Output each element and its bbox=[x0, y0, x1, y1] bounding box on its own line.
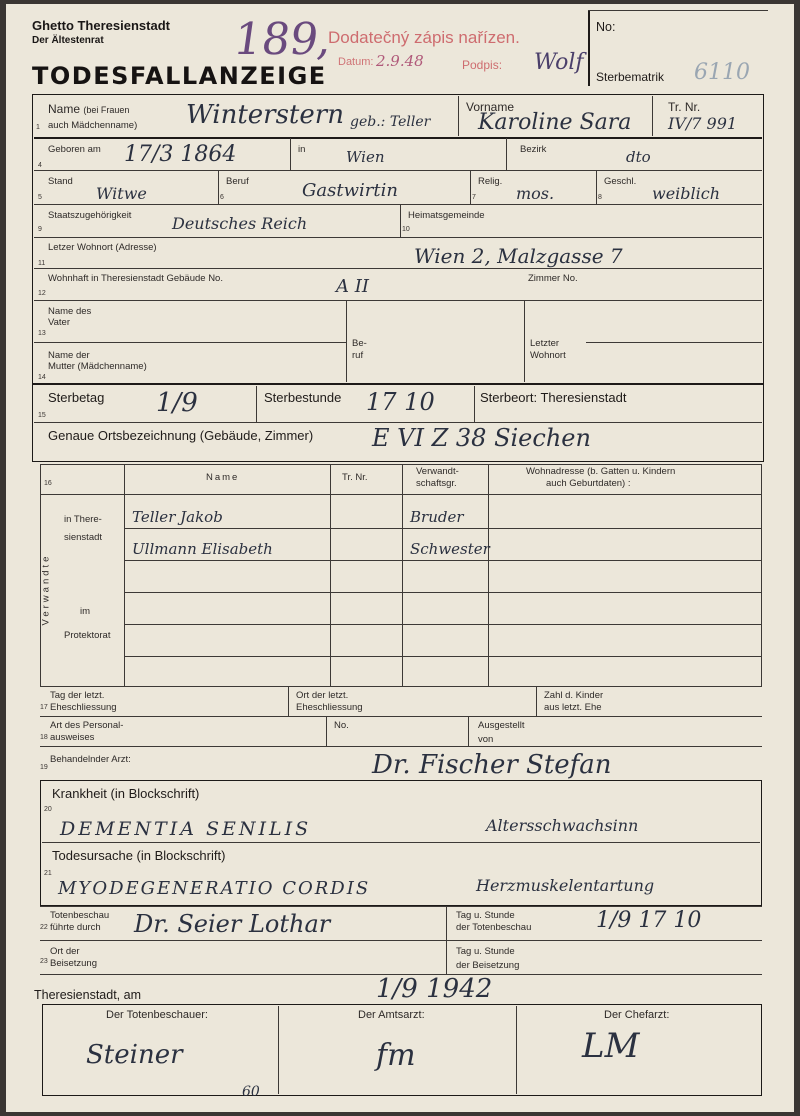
heimat-label: Heimatsgemeinde bbox=[408, 210, 485, 221]
row-number: 8 bbox=[598, 194, 602, 201]
sterbematrik-value: 6110 bbox=[694, 60, 750, 85]
bottom-mark: 60 bbox=[242, 1084, 260, 1100]
relig-value: mos. bbox=[516, 184, 555, 203]
relative-relation: Bruder bbox=[410, 508, 464, 526]
vater-label-2: Vater bbox=[48, 317, 71, 328]
row-rule bbox=[34, 268, 762, 269]
relative-name: Teller Jakob bbox=[132, 508, 223, 526]
birth-name-value: geb.: Teller bbox=[350, 114, 431, 130]
row-number: 14 bbox=[38, 374, 46, 381]
row-rule bbox=[34, 300, 762, 301]
stamp-signature: Wolf bbox=[534, 50, 584, 75]
vorname-label: Vorname bbox=[466, 100, 515, 114]
mutter-label-2: Mutter (Mädchenname) bbox=[48, 361, 147, 372]
stamp-datum-value: 2.9.48 bbox=[376, 52, 424, 70]
im-label: im bbox=[80, 606, 91, 617]
bezirk-label: Bezirk bbox=[520, 144, 547, 155]
row-divider bbox=[468, 716, 469, 746]
row-rule bbox=[34, 204, 762, 205]
trnr-label: Tr. Nr. bbox=[668, 100, 701, 114]
in-theresienstadt-label-2: sienstadt bbox=[64, 532, 103, 543]
row-number: 7 bbox=[472, 194, 476, 201]
tag-ehe-label: Tag der letzt. bbox=[50, 690, 105, 701]
sterbestunde-value: 17 10 bbox=[366, 388, 435, 416]
letzter-label-2: Wohnort bbox=[530, 350, 566, 361]
tag-beschau-label: Tag u. Stunde bbox=[456, 910, 515, 921]
gebaeude-value: A II bbox=[336, 276, 369, 297]
name-label-2: auch Mädchenname) bbox=[48, 120, 138, 131]
row-rule bbox=[40, 746, 762, 747]
org-subname: Der Ältestenrat bbox=[32, 35, 104, 46]
stamp-supplementary-entry: Dodatečný zápis nařízen. bbox=[328, 28, 520, 47]
protektorat-label: Protektorat bbox=[64, 630, 111, 641]
row-divider bbox=[506, 138, 507, 170]
vater-label: Name des bbox=[48, 306, 92, 317]
sig-amtsarzt-label: Der Amtsarzt: bbox=[358, 1009, 425, 1021]
row-divider bbox=[218, 171, 219, 204]
col-address-header: Wohnadresse (b. Gatten u. Kindern bbox=[526, 466, 676, 477]
beruf-value: Gastwirtin bbox=[302, 180, 398, 201]
col-relation-header: Verwandt- bbox=[416, 466, 459, 477]
row-divider bbox=[400, 205, 401, 237]
row-rule bbox=[40, 940, 762, 941]
sig-chefarzt-label: Der Chefarzt: bbox=[604, 1009, 670, 1021]
row-divider bbox=[474, 386, 475, 422]
beisetzung-label-2: Beisetzung bbox=[50, 958, 98, 969]
no-label: No: bbox=[596, 20, 616, 34]
stand-value: Witwe bbox=[96, 184, 147, 203]
table-rule bbox=[124, 656, 762, 657]
row-divider bbox=[524, 301, 525, 382]
row-divider bbox=[596, 171, 597, 204]
sterbeort-label: Sterbeort: Theresienstadt bbox=[480, 390, 627, 405]
row-number: 4 bbox=[38, 162, 42, 169]
relative-name: Ullmann Elisabeth bbox=[132, 540, 273, 558]
form-title: TODESFALLANZEIGE bbox=[32, 62, 327, 90]
tag-ehe-label-2: Eheschliessung bbox=[50, 702, 117, 713]
mutter-label: Name der bbox=[48, 350, 90, 361]
case-number-handwritten: 189, bbox=[230, 14, 336, 65]
row-divider bbox=[346, 301, 347, 382]
trnr-value: IV/7 991 bbox=[668, 114, 738, 133]
arzt-value: Dr. Fischer Stefan bbox=[372, 750, 612, 780]
wohnort-value: Wien 2, Malzgasse 7 bbox=[414, 244, 623, 268]
table-rule bbox=[124, 560, 762, 561]
vorname-value: Karoline Sara bbox=[478, 110, 632, 135]
in-label: in bbox=[298, 144, 306, 155]
sig-totenbeschauer-label: Der Totenbeschauer: bbox=[106, 1009, 208, 1021]
sig-divider bbox=[516, 1006, 517, 1094]
tag-beschau-label-2: der Totenbeschau bbox=[456, 922, 532, 933]
sig-amtsarzt: fm bbox=[376, 1038, 416, 1073]
staats-value: Deutsches Reich bbox=[172, 214, 308, 233]
row-number: 18 bbox=[40, 734, 48, 741]
totenbeschau-value: Dr. Seier Lothar bbox=[134, 910, 331, 938]
ort-ehe-label-2: Eheschliessung bbox=[296, 702, 363, 713]
stamp-podpis-label: Podpis: bbox=[462, 58, 503, 72]
beruf2-label-2: ruf bbox=[352, 350, 364, 361]
col-name-header: Name bbox=[206, 472, 240, 483]
sterbestunde-label: Sterbestunde bbox=[264, 390, 342, 405]
row-divider bbox=[326, 716, 327, 746]
geschl-label: Geschl. bbox=[604, 176, 637, 187]
ort-ehe-label: Ort der letzt. bbox=[296, 690, 349, 701]
table-col-divider bbox=[488, 464, 489, 686]
kinder-label: Zahl d. Kinder bbox=[544, 690, 604, 701]
letzter-label: Letzter bbox=[530, 338, 560, 349]
name-divider-2 bbox=[652, 96, 653, 136]
row-number: 21 bbox=[44, 870, 52, 877]
col-relation-header-2: schaftsgr. bbox=[416, 478, 457, 489]
sterbematrik-label: Sterbematrik bbox=[596, 70, 665, 84]
ursache-label: Todesursache (in Blockschrift) bbox=[52, 848, 226, 863]
row-rule bbox=[40, 906, 762, 907]
row-number: 1 bbox=[36, 124, 40, 131]
row-number: 13 bbox=[38, 330, 46, 337]
staats-label: Staatszugehörigkeit bbox=[48, 210, 132, 221]
row-number: 9 bbox=[38, 226, 42, 233]
row-number: 11 bbox=[38, 260, 46, 267]
row-number: 20 bbox=[44, 806, 52, 813]
place-date-label: Theresienstadt, am bbox=[34, 988, 141, 1002]
row-number: 22 bbox=[40, 924, 48, 931]
table-rule bbox=[40, 494, 762, 495]
row-divider bbox=[290, 138, 291, 170]
row-number: 10 bbox=[402, 226, 410, 233]
row-number: 15 bbox=[38, 412, 46, 419]
geboren-value: 17/3 1864 bbox=[124, 142, 237, 167]
zimmer-label: Zimmer No. bbox=[528, 273, 578, 284]
org-name: Ghetto Theresienstadt bbox=[32, 18, 170, 33]
relatives-side-label: Verwandte bbox=[40, 553, 52, 626]
kinder-label-2: aus letzt. Ehe bbox=[544, 702, 602, 713]
row-number: 6 bbox=[220, 194, 224, 201]
ortsbez-label: Genaue Ortsbezeichnung (Gebäude, Zimmer) bbox=[48, 428, 314, 443]
table-rule bbox=[124, 624, 762, 625]
table-col-divider bbox=[330, 464, 331, 686]
table-rule bbox=[40, 686, 762, 687]
tag-beisetz-label: Tag u. Stunde bbox=[456, 946, 515, 957]
tag-beisetz-label-2: der Beisetzung bbox=[456, 960, 520, 971]
ortsbez-value: E VI Z 38 Siechen bbox=[372, 424, 591, 452]
beruf-label: Beruf bbox=[226, 176, 249, 187]
row-number: 16 bbox=[44, 480, 52, 487]
row-rule bbox=[40, 716, 762, 717]
relative-relation: Schwester bbox=[410, 540, 490, 558]
row-divider bbox=[536, 686, 537, 716]
arzt-label: Behandelnder Arzt: bbox=[50, 754, 131, 765]
krankheit-value: DEMENTIA SENILIS bbox=[60, 818, 312, 840]
ausweis-label: Art des Personal- bbox=[50, 720, 124, 731]
col-trnr-header: Tr. Nr. bbox=[342, 472, 368, 483]
wohnort-label: Letzer Wohnort (Adresse) bbox=[48, 242, 157, 253]
header-rule bbox=[588, 10, 768, 11]
no-label-2: No. bbox=[334, 720, 349, 731]
sterbetag-label: Sterbetag bbox=[48, 390, 105, 405]
geschl-value: weiblich bbox=[652, 184, 721, 203]
sig-totenbeschauer: Steiner bbox=[86, 1040, 183, 1070]
table-rule bbox=[124, 592, 762, 593]
stamp-datum-label: Datum: bbox=[338, 56, 374, 68]
relig-label: Relig. bbox=[478, 176, 503, 187]
name-divider-1 bbox=[458, 96, 459, 136]
table-rule bbox=[124, 528, 762, 529]
place-date-value: 1/9 1942 bbox=[376, 974, 493, 1004]
table-col-divider bbox=[402, 464, 403, 686]
row-number: 23 bbox=[40, 958, 48, 965]
table-rule bbox=[40, 464, 762, 465]
tag-beschau-value: 1/9 17 10 bbox=[596, 908, 702, 933]
name-label: Name (bei Frauen bbox=[48, 102, 130, 116]
row-number: 5 bbox=[38, 194, 42, 201]
in-theresienstadt-label: in There- bbox=[64, 514, 102, 525]
row-rule bbox=[42, 842, 760, 843]
ausweis-label-2: ausweises bbox=[50, 732, 95, 743]
gebaeude-label: Wohnhaft in Theresienstadt Gebäude No. bbox=[48, 273, 223, 284]
row-divider bbox=[470, 171, 471, 204]
beruf2-label: Be- bbox=[352, 338, 367, 349]
krankheit-german: Altersschwachsinn bbox=[486, 816, 639, 835]
row-divider bbox=[256, 386, 257, 422]
krankheit-label: Krankheit (in Blockschrift) bbox=[52, 786, 200, 801]
row-divider bbox=[288, 686, 289, 716]
ursache-german: Herzmuskelentartung bbox=[476, 876, 655, 895]
col-address-header-2: auch Geburtdaten) : bbox=[546, 478, 631, 489]
table-col-divider bbox=[124, 464, 125, 686]
death-notice-form bbox=[6, 4, 794, 1112]
sig-chefarzt: LM bbox=[582, 1026, 640, 1066]
table-border-right bbox=[761, 464, 762, 686]
bezirk-value: dto bbox=[626, 148, 651, 166]
sterbetag-value: 1/9 bbox=[156, 388, 198, 418]
totenbeschau-label-2: führte durch bbox=[50, 922, 101, 933]
in-value: Wien bbox=[346, 148, 385, 166]
row-number: 17 bbox=[40, 704, 48, 711]
beisetzung-label: Ort der bbox=[50, 946, 80, 957]
row-rule bbox=[34, 237, 762, 238]
ursache-value: MYODEGENERATIO CORDIS bbox=[58, 878, 371, 899]
row-rule bbox=[586, 342, 762, 343]
stand-label: Stand bbox=[48, 176, 73, 187]
row-rule bbox=[34, 342, 346, 343]
totenbeschau-label: Totenbeschau bbox=[50, 910, 110, 921]
ausgestellt-label: Ausgestellt bbox=[478, 720, 525, 731]
row-rule bbox=[34, 422, 762, 423]
header-divider bbox=[588, 10, 590, 86]
row-number: 12 bbox=[38, 290, 46, 297]
row-rule bbox=[34, 137, 762, 139]
ausgestellt-label-2: von bbox=[478, 734, 494, 745]
geboren-label: Geboren am bbox=[48, 144, 101, 155]
row-rule bbox=[34, 170, 762, 171]
name-value: Winterstern bbox=[186, 100, 344, 130]
row-number: 19 bbox=[40, 764, 48, 771]
sig-divider bbox=[278, 1006, 279, 1094]
